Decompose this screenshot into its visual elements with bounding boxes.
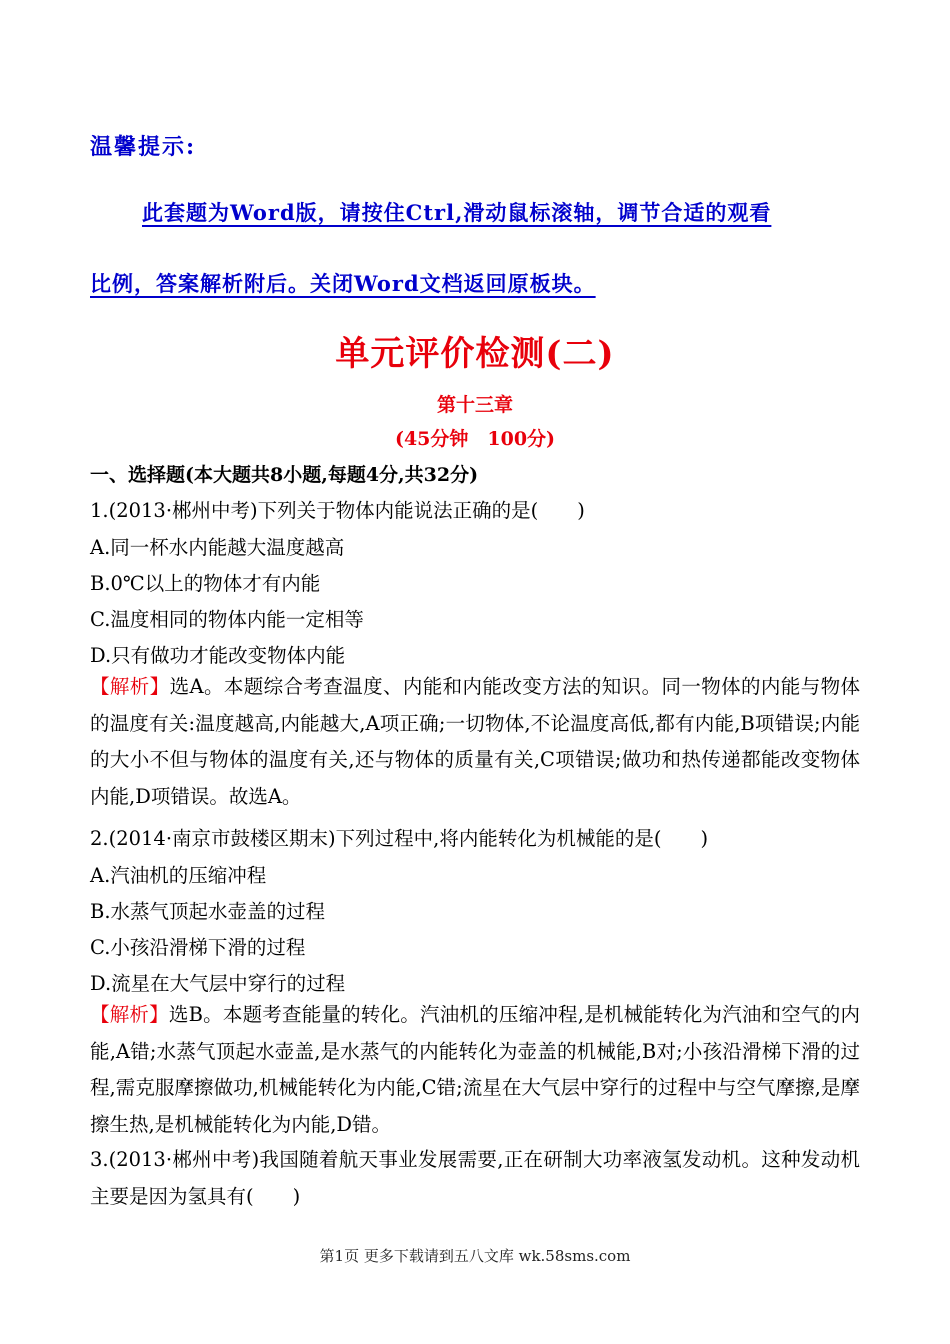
analysis-label: 【解析】: [90, 675, 170, 698]
question-1-option-d: D.只有做功才能改变物体内能: [90, 644, 346, 667]
question-2-option-d: D.流星在大气层中穿行的过程: [90, 972, 346, 995]
analysis-text: 选A。本题综合考查温度、内能和内能改变方法的知识。同一物体的内能与物体的温度有关:温度越高,内能越大,A项正确;一切物体,不论温度高低,都有内能,B项错误;内能的大小不但与物体的温度有关,还与物体的质量有关,C项错误;做功和热传递都能改变物体内能,D项错误。故选A。: [90, 675, 860, 808]
question-1-option-a: A.同一杯水内能越大温度越高: [90, 536, 345, 559]
question-3-stem: 3.(2013·郴州中考)我国随着航天事业发展需要,正在研制大功率液氢发动机。这种发动机主要是因为氢具有( ): [90, 1148, 860, 1208]
question-1-stem: 1.(2013·郴州中考)下列关于物体内能说法正确的是( ): [90, 499, 585, 522]
question-2-option-b: B.水蒸气顶起水壶盖的过程: [90, 900, 326, 923]
tip-title: 温馨提示:: [90, 134, 197, 160]
question-2-stem: 2.(2014·南京市鼓楼区期末)下列过程中,将内能转化为机械能的是( ): [90, 827, 709, 850]
page-title: 单元评价检测(二): [335, 334, 615, 374]
question-1-option-c: C.温度相同的物体内能一定相等: [90, 608, 364, 631]
page-footer: 第1页 更多下载请到五八文库 wk.58sms.com: [319, 1247, 631, 1265]
chapter-label: 第十三章: [436, 394, 513, 416]
question-2-option-c: C.小孩沿滑梯下滑的过程: [90, 936, 306, 959]
tip-line-2: 比例，答案解析附后。关闭Word文档返回原板块。: [90, 271, 596, 296]
time-score-label: (45分钟 100分): [394, 428, 556, 450]
section-title: 一、选择题(本大题共8小题,每题4分,共32分): [90, 464, 479, 486]
question-1-analysis: [90, 669, 860, 815]
question-2-option-a: A.汽油机的压缩冲程: [90, 864, 267, 887]
tip-line-1: 此套题为Word版，请按住Ctrl,滑动鼠标滚轴，调节合适的观看: [142, 200, 772, 225]
question-2-analysis: [90, 997, 860, 1143]
analysis-label: 【解析】: [90, 1003, 169, 1026]
analysis-text: 选B。本题考查能量的转化。汽油机的压缩冲程,是机械能转化为汽油和空气的内能,A错;水蒸气顶起水壶盖,是水蒸气的内能转化为壶盖的机械能,B对;小孩沿滑梯下滑的过程,需克服摩擦做功,机械能转化为内能,C错;流星在大气层中穿行的过程中与空气摩擦,是摩擦生热,是机械能转化为内能,D错。: [90, 1003, 860, 1136]
question-1-option-b: B.0℃以上的物体才有内能: [90, 572, 321, 595]
